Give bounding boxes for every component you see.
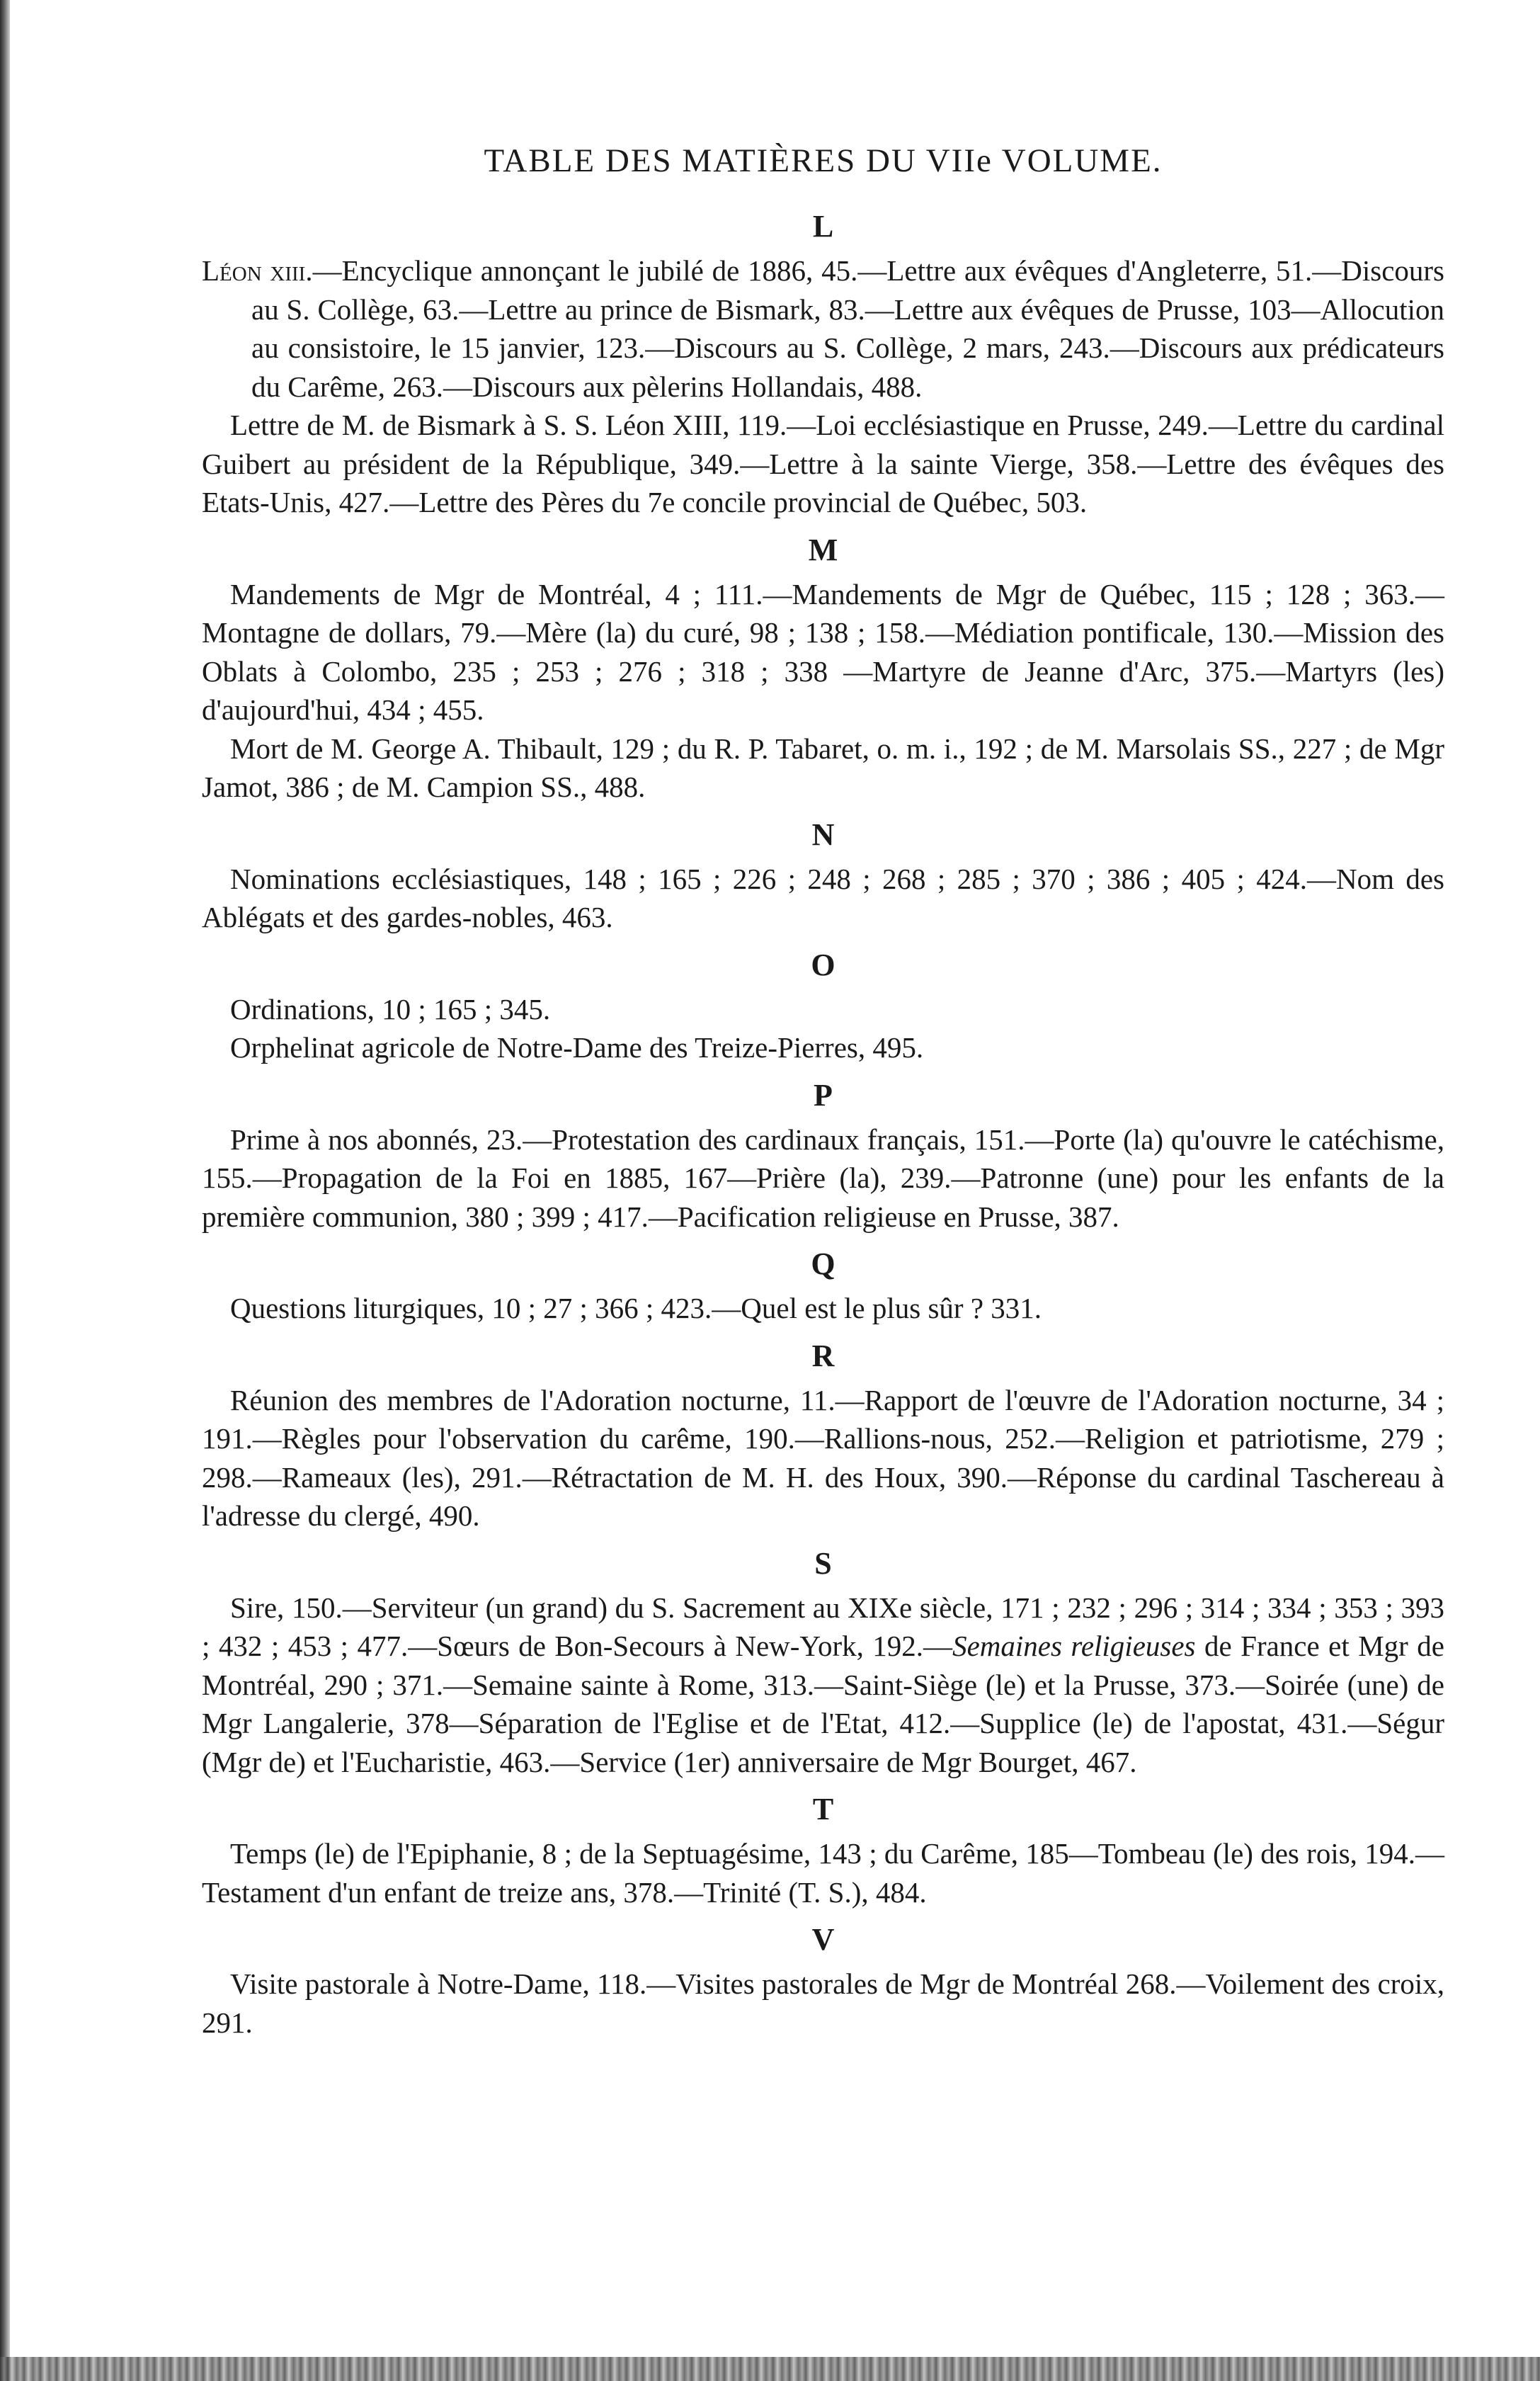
entry-lead: Léon xiii.: [202, 254, 313, 287]
section-s: [202, 1545, 1444, 1782]
section-letter: P: [814, 1077, 833, 1113]
section-v: [202, 1921, 1444, 2042]
entry-text: Sire, 150.—Serviteur (un grand) du S. Sacrement au XIXe siècle, 171 ; 232 ; 296 ; 314 ; 334 ; 353 ; 393 ; 432 ; 453 ; 477.—Sœurs de Bon-Secours à New-York, 192.—: [202, 1591, 1444, 1662]
index-entry: Réunion des membres de l'Adoration nocturne, 11.—Rapport de l'œuvre de l'Adoration nocturne, 34 ; 191.—Règles pour l'observation du carême, 190.—Rallions-nous, 252.—Religion et patriotisme, 279 ; 298.—Rameaux (les), 291.—Rétractation de M. H. des Houx, 390.—Réponse du cardinal Taschereau à l'adresse du clergé, 490.: [202, 1383, 1444, 1532]
section-letter: S: [814, 1545, 832, 1581]
index-entry: Temps (le) de l'Epiphanie, 8 ; de la Septuagésime, 143 ; du Carême, 185—Tombeau (le) des rois, 194.—Testament d'un enfant de treize ans, 378.—Trinité (T. S.), 484.: [202, 1837, 1444, 1909]
section-m: [202, 532, 1444, 807]
section-o: [202, 947, 1444, 1067]
entry-italic-title: Semaines religieuses: [952, 1630, 1196, 1662]
index-entry: Mort de M. George A. Thibault, 129 ; du R. P. Tabaret, o. m. i., 192 ; de M. Marsolais SS., 227 ; de Mgr Jamot, 386 ; de M. Campion SS., 488.: [202, 732, 1444, 803]
index-entry: Prime à nos abonnés, 23.—Protestation des cardinaux français, 151.—Porte (la) qu'ouvre le catéchisme, 155.—Propagation de la Foi en 1885, 167—Prière (la), 239.—Patronne (une) pour les enfants de la première communion, 380 ; 399 ; 417.—Pacification religieuse en Prusse, 387.: [202, 1123, 1444, 1233]
section-letter: N: [811, 817, 835, 852]
index-entry: Questions liturgiques, 10 ; 27 ; 366 ; 423.—Quel est le plus sûr ? 331.: [230, 1292, 1042, 1324]
scan-left-edge: [0, 0, 10, 2381]
section-letter: Q: [811, 1246, 835, 1281]
section-l: [202, 208, 1444, 522]
index-entry: [202, 251, 1445, 406]
index-entry: Ordinations, 10 ; 165 ; 345.: [230, 992, 551, 1025]
section-n: [202, 817, 1444, 937]
section-letter: R: [811, 1338, 835, 1373]
section-r: [202, 1338, 1444, 1535]
entry-text-continued: de France et Mgr de Montréal, 290 ; 371.—Semaine sainte à Rome, 313.—Saint-Siège (le) et la Prusse, 373.—Soirée (une) de Mgr Langalerie, 378—Séparation de l'Eglise et de l'Etat, 412.—Supplice (le) de l'apostat, 431.—Ségur (Mgr de) et l'Eucharistie, 463.—Service (1er) anniversaire de Mgr Bourget, 467.: [202, 1630, 1444, 1778]
index-entry: Mandements de Mgr de Montréal, 4 ; 111.—Mandements de Mgr de Québec, 115 ; 128 ; 363.—Montagne de dollars, 79.—Mère (la) du curé, 98 ; 138 ; 158.—Médiation pontificale, 130.—Mission des Oblats à Colombo, 235 ; 253 ; 276 ; 318 ; 338 —Martyre de Jeanne d'Arc, 375.—Martyrs (les) d'aujourd'hui, 434 ; 455.: [202, 577, 1444, 726]
scan-bottom-edge: [0, 2357, 1540, 2381]
section-letter: M: [808, 532, 838, 567]
section-q: [202, 1246, 1444, 1328]
section-letter: V: [811, 1922, 835, 1957]
index-entry: Lettre de M. de Bismark à S. S. Léon XIII, 119.—Loi ecclésiastique en Prusse, 249.—Lettre du cardinal Guibert au président de la République, 349.—Lettre à la sainte Vierge, 358.—Lettre des évêques des Etats-Unis, 427.—Lettre des Pères du 7e concile provincial de Québec, 503.: [202, 409, 1444, 518]
section-p: [202, 1077, 1444, 1237]
entry-text: —Encyclique annonçant le jubilé de 1886, 45.—Lettre aux évêques d'Angleterre, 51.—Discours au S. Collège, 63.—Lettre au prince de Bismark, 83.—Lettre aux évêques de Prusse, 103—Allocution au consistoire, le 15 janvier, 123.—Discours au S. Collège, 2 mars, 243.—Discours aux prédicateurs du Carême, 263.—Discours aux pèlerins Hollandais, 488.: [251, 254, 1445, 403]
section-t: [202, 1791, 1444, 1911]
index-entry: Visite pastorale à Notre-Dame, 118.—Visites pastorales de Mgr de Montréal 268.—Voilement des croix, 291.: [202, 1967, 1444, 2039]
page-title: TABLE DES MATIÈRES DU VIIe VOLUME.: [484, 142, 1163, 179]
section-letter: L: [812, 209, 834, 244]
document-page: [202, 142, 1444, 2042]
section-letter: T: [812, 1792, 834, 1826]
section-letter: O: [811, 947, 835, 982]
index-entry: [202, 1589, 1444, 1782]
index-entry: Orphelinat agricole de Notre-Dame des Treize-Pierres, 495.: [230, 1031, 924, 1064]
index-entry: Nominations ecclésiastiques, 148 ; 165 ; 226 ; 248 ; 268 ; 285 ; 370 ; 386 ; 405 ; 424.—Nom des Ablégats et des gardes-nobles, 463.: [202, 862, 1444, 933]
